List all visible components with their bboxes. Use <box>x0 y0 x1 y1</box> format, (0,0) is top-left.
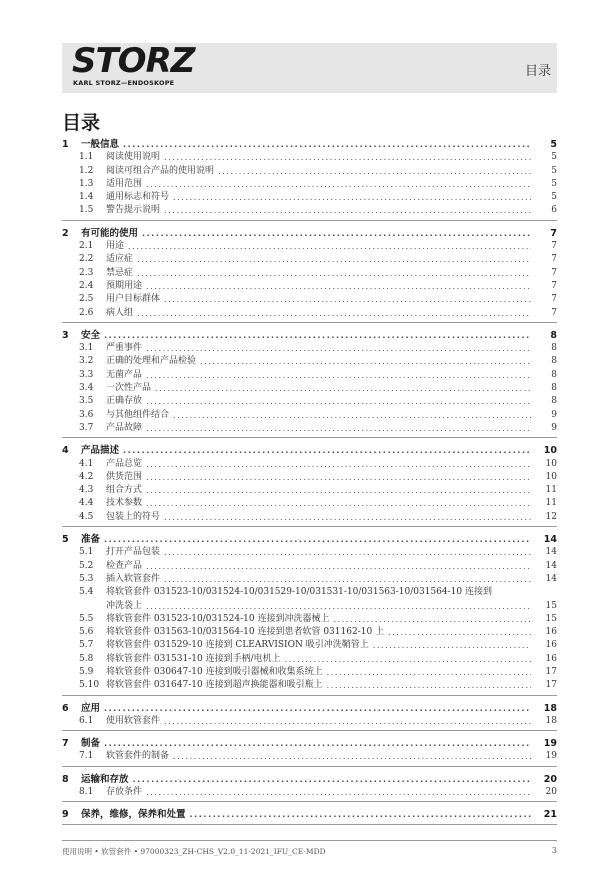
toc-number: 2 <box>62 227 69 239</box>
toc-number: 5.3 <box>79 573 94 584</box>
toc-label: 与其他组件结合 <box>106 409 170 420</box>
toc-entry-row[interactable] <box>62 573 557 586</box>
toc-page-number: 7 <box>551 267 557 278</box>
toc-number: 9 <box>62 809 69 821</box>
dot-leader <box>327 679 531 692</box>
toc-label: 组合方式 <box>106 485 143 496</box>
toc-number: 5.6 <box>79 627 94 638</box>
toc-entry-row[interactable] <box>62 395 557 408</box>
toc-label: 预期用途 <box>106 280 143 291</box>
toc-label: 产品总览 <box>106 458 143 469</box>
dot-leader <box>123 444 531 457</box>
toc-entry-row[interactable] <box>62 497 557 510</box>
dot-leader <box>146 422 531 435</box>
toc-entry-row[interactable] <box>62 355 557 368</box>
toc-page-number: 7 <box>551 294 557 305</box>
toc-label: 检查产品 <box>106 560 143 571</box>
toc-label: 软管套件的制备 <box>106 751 170 762</box>
toc-number: 1.1 <box>79 152 94 163</box>
toc-chapter-row[interactable] <box>62 533 557 546</box>
toc-number: 8.1 <box>79 787 94 798</box>
toc-entry-row[interactable] <box>62 191 557 204</box>
toc-entry-row[interactable] <box>62 267 557 280</box>
toc-label: 运输和存放 <box>81 773 129 785</box>
toc-number: 2.1 <box>79 241 94 252</box>
page-number: 3 <box>551 846 557 855</box>
dot-leader <box>104 702 531 715</box>
toc-number: 3.5 <box>79 396 94 407</box>
toc-page-number: 14 <box>543 534 557 546</box>
dot-leader <box>146 600 531 613</box>
toc-page-number: 14 <box>545 547 557 558</box>
toc-page-number: 10 <box>543 445 557 457</box>
toc-number: 2.3 <box>79 267 94 278</box>
dot-leader <box>123 138 531 151</box>
toc-page-number: 18 <box>545 715 557 726</box>
footer-text: 使用说明 • 软管套件 • 97000323_ZH-CHS_V2.0_11-2021_IFU_CE-MDD <box>62 847 326 856</box>
toc-entry-row[interactable] <box>62 240 557 253</box>
dot-leader <box>146 786 531 799</box>
toc-entry-row[interactable] <box>62 484 557 497</box>
toc-chapter-row[interactable] <box>62 329 557 342</box>
toc-number: 3 <box>62 329 69 341</box>
toc-page-number: 5 <box>551 192 557 203</box>
toc-entry-row[interactable] <box>62 560 557 573</box>
toc-label: 用途 <box>106 241 125 252</box>
toc-number: 1.4 <box>79 192 94 203</box>
toc-entry-row[interactable] <box>62 750 557 763</box>
toc-page-number: 7 <box>551 254 557 265</box>
toc-entry-row[interactable] <box>62 546 557 559</box>
toc-page-number: 15 <box>545 613 557 624</box>
toc-label: 技术参数 <box>106 498 143 509</box>
toc-chapter-row[interactable] <box>62 808 557 821</box>
toc-entry-row[interactable] <box>62 253 557 266</box>
storz-logo <box>70 41 205 89</box>
dot-leader <box>146 342 531 355</box>
toc-page-number: 5 <box>550 139 557 150</box>
dot-leader <box>137 267 531 280</box>
dot-leader <box>218 165 531 178</box>
toc-label: 将软管套件 031563-10/031564-10 连接到患者软管 031162-10 上 <box>106 627 385 638</box>
toc-number: 5.2 <box>79 560 94 571</box>
toc-label-continued: 冲洗袋上 <box>106 600 143 611</box>
toc-label: 供货范围 <box>106 471 143 482</box>
toc-label: 适用范围 <box>106 178 143 189</box>
toc-page-number: 16 <box>545 627 557 638</box>
toc-chapter-section <box>62 329 557 438</box>
toc-chapter-section <box>62 444 557 527</box>
dot-leader <box>133 773 531 786</box>
toc-label: 禁忌症 <box>106 267 134 278</box>
dot-leader <box>128 240 531 253</box>
toc-page-number: 11 <box>545 485 557 496</box>
dot-leader <box>285 653 531 666</box>
logo-wordmark: STORZ <box>72 41 195 81</box>
toc-entry-row[interactable] <box>62 458 557 471</box>
toc-entry-row[interactable] <box>62 666 557 679</box>
dot-leader <box>327 666 531 679</box>
toc-page-number: 7 <box>551 241 557 252</box>
toc-page-number: 18 <box>543 702 557 714</box>
toc-page-number: 12 <box>545 511 557 522</box>
toc-number: 8 <box>62 773 69 785</box>
toc-page-number: 16 <box>545 640 557 651</box>
toc-number: 1.5 <box>79 205 94 216</box>
toc-label: 保养，维修，保养和处置 <box>81 809 186 821</box>
toc-page-number: 11 <box>545 498 557 509</box>
toc-page-number: 5 <box>551 178 557 189</box>
toc-label: 无菌产品 <box>106 369 143 380</box>
toc-entry-row[interactable] <box>62 715 557 728</box>
toc-page-number: 15 <box>545 600 557 611</box>
toc-label: 病人组 <box>106 307 134 318</box>
header-section-title: 目录 <box>524 64 551 79</box>
toc-entry-row[interactable] <box>62 653 557 666</box>
toc-page-number: 9 <box>551 409 557 420</box>
toc-page-number: 14 <box>545 560 557 571</box>
toc-number: 3.7 <box>79 422 94 433</box>
toc-page-number: 21 <box>543 809 557 821</box>
toc-number: 2.4 <box>79 280 94 291</box>
toc-chapter-row[interactable] <box>62 444 557 457</box>
toc-number: 5.5 <box>79 613 94 624</box>
dot-leader <box>164 546 531 559</box>
dot-leader <box>164 151 531 164</box>
toc-label: 用户目标群体 <box>106 294 161 305</box>
toc-number: 5.8 <box>79 653 94 664</box>
toc-number: 3.4 <box>79 383 94 394</box>
dot-leader <box>173 750 531 763</box>
dot-leader <box>164 715 531 728</box>
toc-page-number: 6 <box>551 205 557 216</box>
toc-page-number: 8 <box>551 383 557 394</box>
toc-label: 正确存放 <box>106 396 143 407</box>
toc-label: 打开产品包装 <box>106 547 161 558</box>
dot-leader <box>146 497 531 510</box>
toc-label: 安全 <box>81 329 101 341</box>
toc-entry-row[interactable] <box>62 471 557 484</box>
toc-page-number: 17 <box>545 666 557 677</box>
toc-chapter-row[interactable] <box>62 702 557 715</box>
toc-label: 阅读可组合产品的使用说明 <box>106 165 215 176</box>
toc-number: 1 <box>62 139 69 150</box>
dot-leader <box>388 626 531 639</box>
toc-number: 4 <box>62 445 69 457</box>
dot-leader <box>146 178 531 191</box>
toc-label: 插入软管套件 <box>106 573 161 584</box>
dot-leader <box>173 191 531 204</box>
dot-leader <box>173 409 531 422</box>
toc-number: 3.1 <box>79 343 94 354</box>
toc-label: 一次性产品 <box>106 383 152 394</box>
toc-entry-row[interactable] <box>62 369 557 382</box>
toc-entry-row[interactable] <box>62 178 557 191</box>
toc-number: 6.1 <box>79 715 94 726</box>
toc-number: 4.1 <box>79 458 94 469</box>
toc-entry-row[interactable] <box>62 422 557 435</box>
toc-label: 使用软管套件 <box>106 715 161 726</box>
dot-leader <box>164 573 531 586</box>
toc-entry-row[interactable] <box>62 382 557 395</box>
toc-label: 将软管套件 031523-10/031524-10 连接到冲洗器械上 <box>106 613 330 624</box>
toc-number: 4.4 <box>79 498 94 509</box>
toc-number: 7 <box>62 738 69 750</box>
toc-page-number: 19 <box>545 751 557 762</box>
dot-leader <box>146 280 531 293</box>
toc-page-number: 14 <box>545 573 557 584</box>
toc-label: 将软管套件 031531-10 连接到手柄/电机上 <box>106 653 281 664</box>
toc-chapter-row[interactable] <box>62 773 557 786</box>
dot-leader <box>104 737 531 750</box>
toc-entry-row[interactable] <box>62 280 557 293</box>
toc-number: 4.3 <box>79 485 94 496</box>
dot-leader <box>146 560 531 573</box>
toc-label: 将软管套件 031523-10/031524-10/031529-10/031531-10/031563-10/031564-10 连接到 <box>106 587 492 598</box>
toc-label: 一般信息 <box>81 139 120 150</box>
toc-number: 7.1 <box>79 751 94 762</box>
toc-page-number: 8 <box>551 343 557 354</box>
toc-number: 5.10 <box>79 680 100 691</box>
toc-number: 3.6 <box>79 409 94 420</box>
toc-number: 2.6 <box>79 307 94 318</box>
toc-label: 包装上的符号 <box>106 511 161 522</box>
dot-leader <box>146 484 531 497</box>
toc-page-number: 7 <box>551 307 557 318</box>
toc-entry-row[interactable] <box>62 204 557 217</box>
toc-number: 6 <box>62 702 69 714</box>
logo-subtitle: KARL STORZ—ENDOSKOPE <box>73 79 175 87</box>
toc-number: 1.2 <box>79 165 94 176</box>
dot-leader <box>333 613 531 626</box>
toc-entry-continuation[interactable] <box>62 600 557 613</box>
table-of-contents <box>62 138 557 831</box>
toc-entry-row[interactable] <box>62 293 557 306</box>
toc-page-number: 8 <box>551 369 557 380</box>
dot-leader <box>164 293 531 306</box>
toc-chapter-row[interactable] <box>62 737 557 750</box>
dot-leader <box>104 329 531 342</box>
toc-label: 严重事件 <box>106 343 143 354</box>
dot-leader <box>373 639 531 652</box>
toc-number: 3.2 <box>79 356 94 367</box>
toc-chapter-section <box>62 227 557 323</box>
toc-entry-row[interactable] <box>62 679 557 692</box>
toc-chapter-section <box>62 773 557 803</box>
toc-chapter-section <box>62 533 557 696</box>
toc-entry-row[interactable] <box>62 786 557 799</box>
toc-entry-row[interactable] <box>62 511 557 524</box>
toc-chapter-row[interactable] <box>62 138 557 151</box>
toc-chapter-row[interactable] <box>62 227 557 240</box>
dot-leader <box>164 511 531 524</box>
toc-page-number: 5 <box>551 152 557 163</box>
toc-label: 将软管套件 031529-10 连接到 CLEARVISION 吸引冲洗鞘管上 <box>106 640 369 651</box>
toc-label: 产品描述 <box>81 445 120 457</box>
toc-page-number: 10 <box>545 471 557 482</box>
footer-divider <box>62 840 557 841</box>
dot-leader <box>104 533 531 546</box>
toc-label: 将软管套件 030647-10 连接到吸引器械和收集系统上 <box>106 666 323 677</box>
toc-label: 应用 <box>81 702 101 714</box>
toc-label: 适应症 <box>106 254 134 265</box>
toc-label: 准备 <box>81 534 101 546</box>
header-band <box>62 43 557 93</box>
toc-entry-row[interactable] <box>62 626 557 639</box>
toc-label: 有可能的使用 <box>81 227 139 239</box>
toc-label: 将软管套件 031647-10 连接到超声换能器和吸引瓶上 <box>106 680 323 691</box>
dot-leader <box>146 369 531 382</box>
dot-leader <box>200 355 531 368</box>
toc-page-number: 20 <box>543 773 557 785</box>
dot-leader <box>146 458 531 471</box>
toc-chapter-section <box>62 138 557 221</box>
toc-page-number: 8 <box>551 356 557 367</box>
toc-page-number: 7 <box>551 280 557 291</box>
toc-entry-row[interactable] <box>62 165 557 178</box>
toc-number: 5.7 <box>79 640 94 651</box>
toc-entry-row[interactable] <box>62 307 557 320</box>
toc-chapter-section <box>62 702 557 732</box>
toc-number: 4.2 <box>79 471 94 482</box>
dot-leader <box>137 253 531 266</box>
dot-leader <box>146 471 531 484</box>
toc-number: 4.5 <box>79 511 94 522</box>
toc-page-number: 16 <box>545 653 557 664</box>
dot-leader <box>146 395 531 408</box>
toc-number: 1.3 <box>79 178 94 189</box>
toc-number: 5.9 <box>79 666 94 677</box>
toc-page-number: 8 <box>551 396 557 407</box>
page-title: 目录 <box>62 112 101 134</box>
toc-label: 制备 <box>81 738 101 750</box>
toc-page-number: 8 <box>550 329 557 341</box>
toc-chapter-section <box>62 808 557 824</box>
toc-label: 阅读使用说明 <box>106 152 161 163</box>
toc-entry-row[interactable] <box>62 586 557 599</box>
toc-page-number: 9 <box>551 422 557 433</box>
dot-leader <box>137 307 531 320</box>
toc-page-number: 10 <box>545 458 557 469</box>
toc-page-number: 17 <box>545 680 557 691</box>
toc-entry-row[interactable] <box>62 151 557 164</box>
toc-page-number: 20 <box>545 787 557 798</box>
toc-chapter-section <box>62 737 557 767</box>
toc-entry-row[interactable] <box>62 639 557 652</box>
toc-entry-row[interactable] <box>62 342 557 355</box>
toc-page-number: 5 <box>551 165 557 176</box>
toc-label: 警告提示说明 <box>106 205 161 216</box>
toc-entry-row[interactable] <box>62 613 557 626</box>
toc-entry-row[interactable] <box>62 409 557 422</box>
toc-page-number: 7 <box>550 227 557 239</box>
toc-number: 2.2 <box>79 254 94 265</box>
toc-label: 存放条件 <box>106 787 143 798</box>
toc-label: 产品故障 <box>106 422 143 433</box>
toc-label: 通用标志和符号 <box>106 192 170 203</box>
toc-number: 2.5 <box>79 294 94 305</box>
dot-leader <box>142 227 531 240</box>
toc-page-number: 19 <box>543 738 557 750</box>
dot-leader <box>164 204 531 217</box>
toc-number: 5 <box>62 534 69 546</box>
dot-leader <box>190 808 531 821</box>
toc-number: 5.4 <box>79 587 94 598</box>
dot-leader <box>155 382 531 395</box>
toc-number: 3.3 <box>79 369 94 380</box>
toc-number: 5.1 <box>79 547 94 558</box>
toc-label: 正确的处理和产品检验 <box>106 356 197 367</box>
